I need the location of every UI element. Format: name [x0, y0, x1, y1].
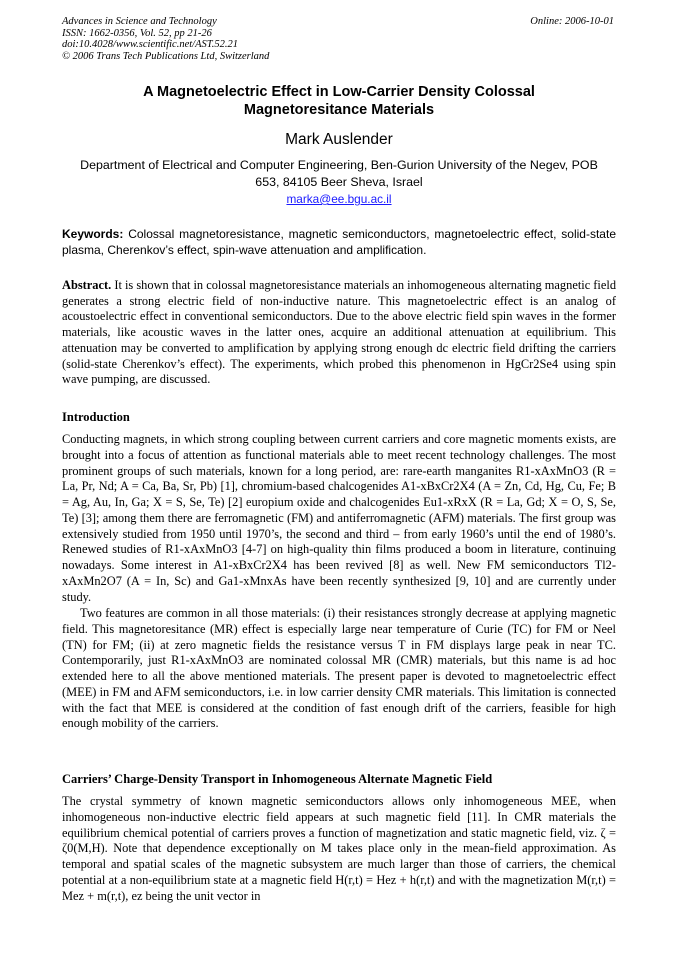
- author-name: Mark Auslender: [285, 131, 393, 148]
- journal-issn: ISSN: 1662-0356, Vol. 52, pp 21-26: [62, 27, 212, 39]
- abstract-label: Abstract.: [62, 278, 112, 292]
- online-date: Online: 2006-10-01: [530, 16, 614, 27]
- paper-title-line-2: Magnetoresitance Materials: [243, 102, 435, 118]
- journal-doi: doi:10.4028/www.scientific.net/AST.52.21: [62, 39, 239, 51]
- affiliation-line-2: 653, 84105 Beer Sheva, Israel: [255, 174, 423, 189]
- keywords-label: Keywords:: [62, 227, 124, 241]
- paper-title-line-1: A Magnetoelectric Effect in Low-Carrier Density Colossal: [143, 84, 535, 100]
- keywords-text: Colossal magnetoresistance, magnetic semiconductors, magnetoelectric effect, solid-state plasma, Cherenkov’s effect, spin-wave attenuation and amplification.: [62, 227, 616, 257]
- intro-paragraph-2: Two features are common in all those materials: (i) their resistances strongly decrease at applying magnetic field. This magnetoresitance (MR) effect is especially large near temperature of Curie (TC) for FM or Neel (TN) for FM; (ii) at zero magnetic fields the resistance versus T in FM displays large peak in near TC. Contemporarily, just R1-xAxMnO3 are nominated colossal MR (CMR) materials, but this name is ad hoc extended here to all the above mentioned materials. The present paper is devoted to magnetoelectric effect (MEE) in FM and AFM semiconductors, i.e. in low carrier density CMR materials. This limitation is connected with the fact that MEE is considered at the condition of fast enough drift of the carriers, feasible for high enough mobility of the carriers.: [62, 606, 616, 731]
- keywords: [62, 226, 616, 258]
- journal-name: Advances in Science and Technology: [62, 16, 217, 27]
- transport-paragraph-1: The crystal symmetry of known magnetic semiconductors allows only inhomogeneous MEE, when inhomogeneous non-inductive electric field appears at such magnetic field [11]. In CMR materials the equilibrium chemical potential of carriers proves a function of magnetization and static magnetic field, viz. ζ = ζ0(M,H). Note that dependence exceptionally on M takes place only in the mean-field approximation. As temporal and spatial scales of the magnetic subsystem are much larger than those of carriers, the chemical potential at a non-equilibrium state at a magnetic field H(r,t) = Hez + h(r,t) and with the magnetization M(r,t) = Mez + m(r,t), ez being the unit vector in: [62, 794, 616, 903]
- email-link[interactable]: marka@ee.bgu.ac.il: [286, 192, 392, 206]
- abstract: [62, 278, 616, 388]
- section-heading-introduction: Introduction: [62, 410, 130, 424]
- abstract-text: It is shown that in colossal magnetoresistance materials an inhomogeneous alternating magnetic field generates a strong electric field of non-inductive nature. This magnetoelectric effect is an analog of acoustoelectric effect in conventional semiconductors. Due to the above electric field spin waves in the former materials, like acoustic waves in the latter ones, acquire an additional attenuation at equilibrium. This attenuation may be converted to amplification by applying strong enough dc electric field drifting the carriers (solid-state Cherenkov’s effect). The experiments, which probed this phenomenon in HgCr2Se4 using spin wave pumping, are discussed.: [62, 278, 617, 387]
- journal-header: [62, 16, 269, 62]
- paper-title: [62, 83, 616, 119]
- affiliation: [70, 157, 608, 190]
- section-heading-transport: Carriers’ Charge-Density Transport in Inhomogeneous Alternate Magnetic Field: [62, 772, 493, 786]
- journal-copyright: © 2006 Trans Tech Publications Ltd, Switzerland: [62, 50, 270, 62]
- affiliation-line-1: Department of Electrical and Computer Engineering, Ben-Gurion University of the Negev, POB: [80, 158, 598, 172]
- intro-paragraph-1: Conducting magnets, in which strong coupling between current carriers and core magnetic moments exists, are brought into a focus of attention as functional materials able to meet recent technology challenges. The most prominent groups of such materials, known for a long period, are: rare-earth manganites R1-xAxMnO3 (R = La, Pr, Nd; A = Ca, Ba, Sr, Pb) [1], chromium-based chalcogenides A1-xBxCr2X4 (A = Zn, Cd, Hg, Cu, Fe; B = Ag, Au, In, Ga; X = S, Se, Te) [2] europium oxide and chalcogenides Eu1-xRxX (R = La, Gd; X = O, S, Se, Te) [3]; among them there are ferromagnetic (FM) and antiferromagnetic (AFM) materials. The first group was extensively studied from 1950 until 1970’s, the second and third – from early 1960’s until the end of 1980’s. Renewed studies of R1-xAxMnO3 [4-7] on high-quality thin films produced a boom in literature, continuing nowadays. Some interest in A1-xBxCr2X4 has been revived [8] as well. New FM semiconductors Tl2-xAxMn2O7 (A = In, Sc) and Ga1-xMnxAs have been recently synthesized [9, 10] and are currently under study.: [62, 432, 616, 604]
- author-email: [62, 192, 616, 206]
